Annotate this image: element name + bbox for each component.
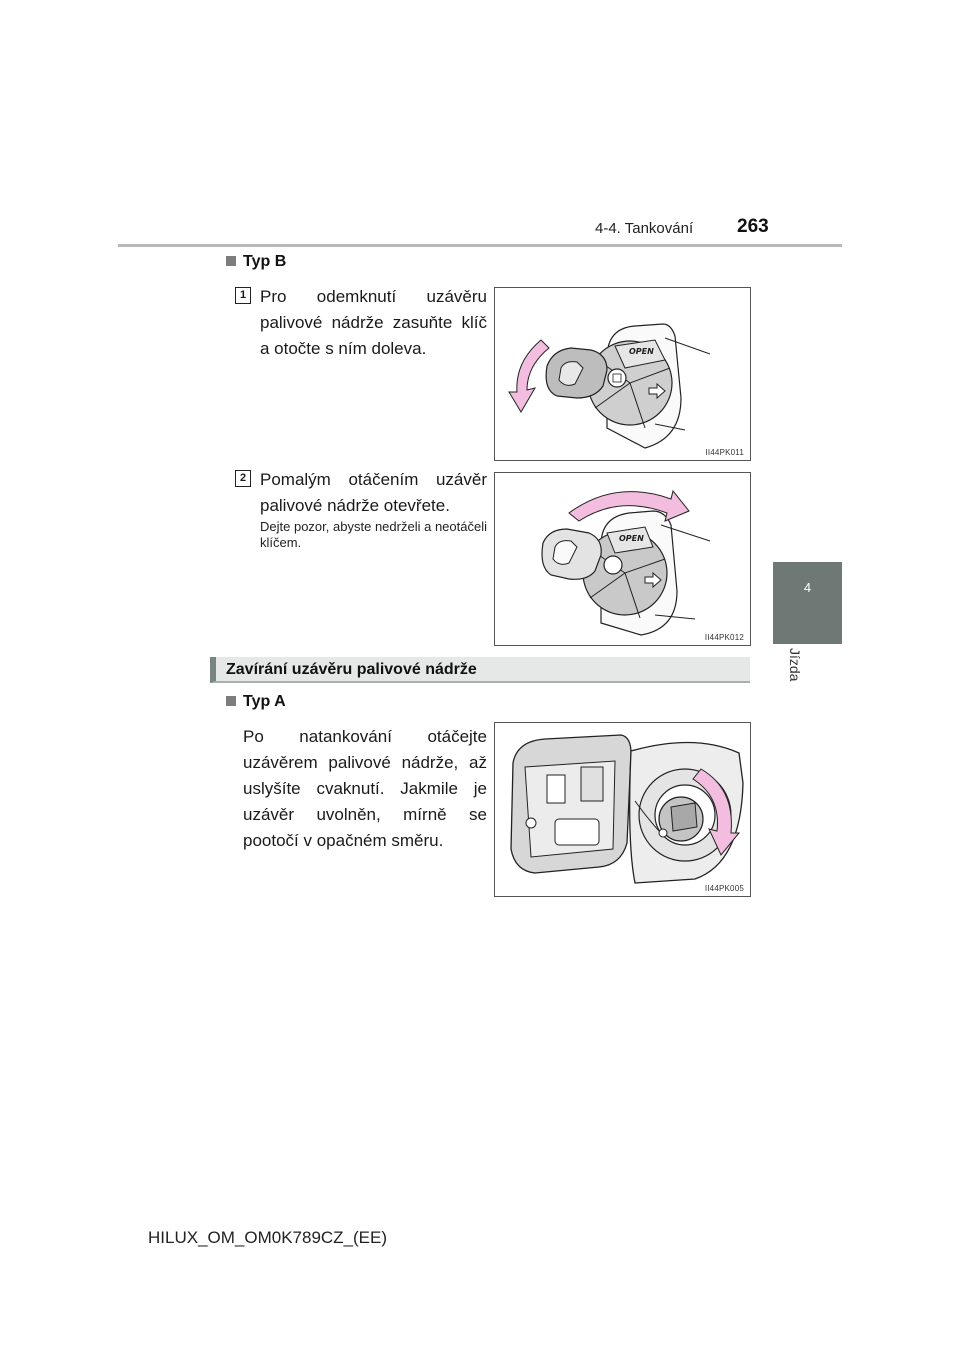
step-2-badge: 2 (235, 470, 251, 487)
figure-code: II44PK011 (705, 448, 744, 457)
step-2-note: Dejte pozor, abyste nedrželi a neotáčeli klíčem. (260, 519, 487, 550)
cap-close-illustration (495, 723, 750, 896)
section-heading-bar (210, 657, 750, 683)
type-a-heading-text: Typ A (243, 693, 286, 710)
page-number: 263 (737, 216, 769, 237)
type-a-heading (226, 693, 286, 711)
step-2-text: Pomalým otáčením uzávěr palivové nádrže otevřete. (260, 470, 487, 515)
figure-code: II44PK005 (704, 884, 744, 893)
square-bullet-icon (226, 696, 236, 706)
figure-code: II44PK012 (704, 633, 744, 642)
svg-text:OPEN: OPEN (619, 534, 644, 543)
section-heading: Zavírání uzávěru palivové nádrže (226, 661, 477, 678)
section-title: 4-4. Tankování (595, 220, 694, 237)
figure-cap-close (494, 722, 751, 897)
cap-open-illustration (495, 473, 750, 645)
chapter-tab (773, 562, 842, 644)
type-b-heading (226, 253, 286, 271)
step-1-text: Pro odemknutí uzávěru palivové nádrže zasuňte klíč a otočte s ním doleva. (260, 287, 487, 358)
key-insert-illustration (495, 288, 750, 460)
chapter-number: 4 (803, 580, 812, 595)
header-divider (118, 244, 842, 247)
figure-key-insert (494, 287, 751, 461)
chapter-label: Jízda (787, 648, 803, 682)
type-a-text: Po natankování otáčejte uzávěrem palivové nádrže, až uslyšíte cvaknutí. Jakmile je uzávěr uvolněn, mírně se pootočí v opačném směru. (243, 727, 487, 850)
type-b-heading-text: Typ B (243, 253, 287, 270)
figure-cap-open (494, 472, 751, 646)
square-bullet-icon (226, 256, 236, 266)
model-code: HILUX_OM_OM0K789CZ_(EE) (148, 1228, 388, 1247)
step-1-badge: 1 (235, 287, 251, 304)
svg-text:OPEN: OPEN (629, 347, 654, 356)
